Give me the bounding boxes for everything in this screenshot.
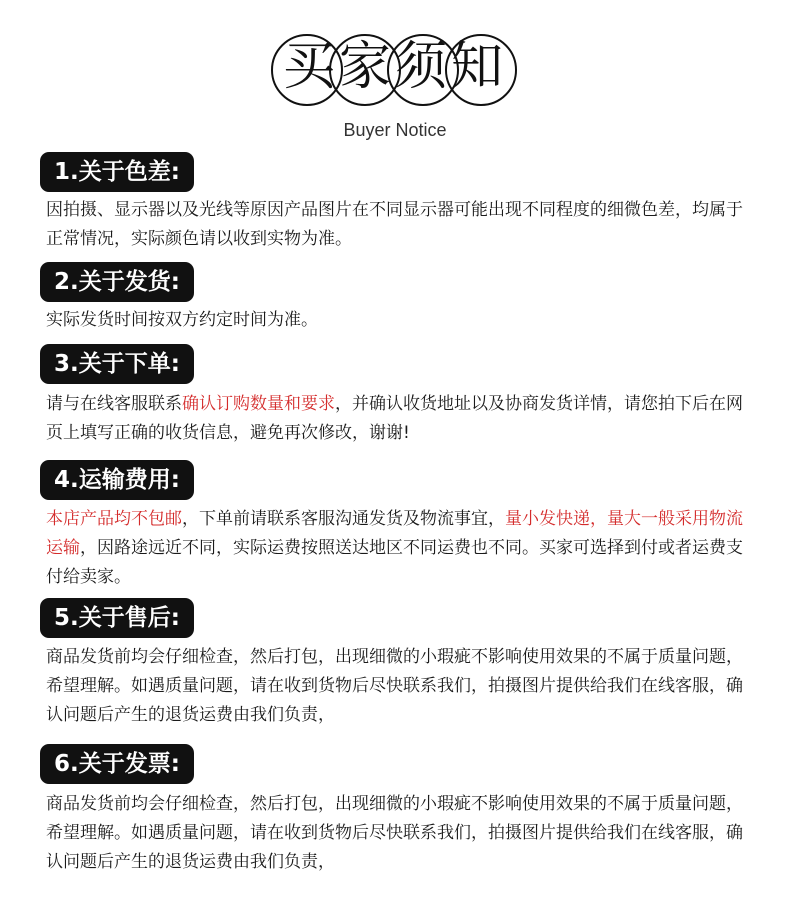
section-body-ordering [46,390,756,448]
title-char: 须 [395,37,452,97]
title-char: 买 [282,37,339,97]
section-body-color-difference: 因拍摄、显示器以及光线等原因产品图片在不同显示器可能出现不同程度的细微色差，均属于正常情况，实际颜色请以收到实物为准。 [46,200,743,249]
section-heading-freight: 4.运输费用: [40,460,194,500]
page-subtitle: Buyer Notice [343,120,447,140]
freight-text: ，下单前请联系客服沟通发货及物流事宜， [182,509,505,529]
freight-highlight-no-free-shipping: 本店产品均不包邮 [46,509,182,529]
ordering-text: 请与在线客服联系 [46,394,182,414]
page-title [0,34,790,100]
section-heading-shipping: 2.关于发货: [40,262,194,302]
section-body-invoice: 商品发货前均会仔细检查，然后打包，出现细微的小瑕疵不影响使用效果的不属于质量问题，希望理解。如遇质量问题，请在收到货物后尽快联系我们，拍摄图片提供给我们在线客服，确认问题后产生的退货运费由我们负责， [46,794,743,872]
section-body-freight [46,505,756,592]
notice-header [0,0,790,150]
ordering-highlight: 确认订购数量和要求 [182,394,335,414]
section-heading-ordering: 3.关于下单: [40,344,194,384]
title-char: 家 [338,37,395,97]
title-char: 知 [451,37,508,97]
ordering-text-rest: ，并确认收货地址以及协商发货详情，请您拍下后在网页上填写正确的收货信息，避免再次修改，谢谢! [46,394,743,443]
section-heading-after-sales: 5.关于售后: [40,598,194,638]
section-body-after-sales: 商品发货前均会仔细检查，然后打包，出现细微的小瑕疵不影响使用效果的不属于质量问题，希望理解。如遇质量问题，请在收到货物后尽快联系我们，拍摄图片提供给我们在线客服，确认问题后产生的退货运费由我们负责， [46,647,743,725]
freight-highlight-delivery-method: 量小发快递，量大一般采用物流运输 [46,509,743,558]
freight-text-rest: ，因路途远近不同，实际运费按照送达地区不同运费也不同。买家可选择到付或者运费支付给卖家。 [46,538,743,587]
section-heading-invoice: 6.关于发票: [40,744,194,784]
section-body-shipping: 实际发货时间按双方约定时间为准。 [46,310,318,330]
section-heading-color-difference: 1.关于色差: [40,152,194,192]
